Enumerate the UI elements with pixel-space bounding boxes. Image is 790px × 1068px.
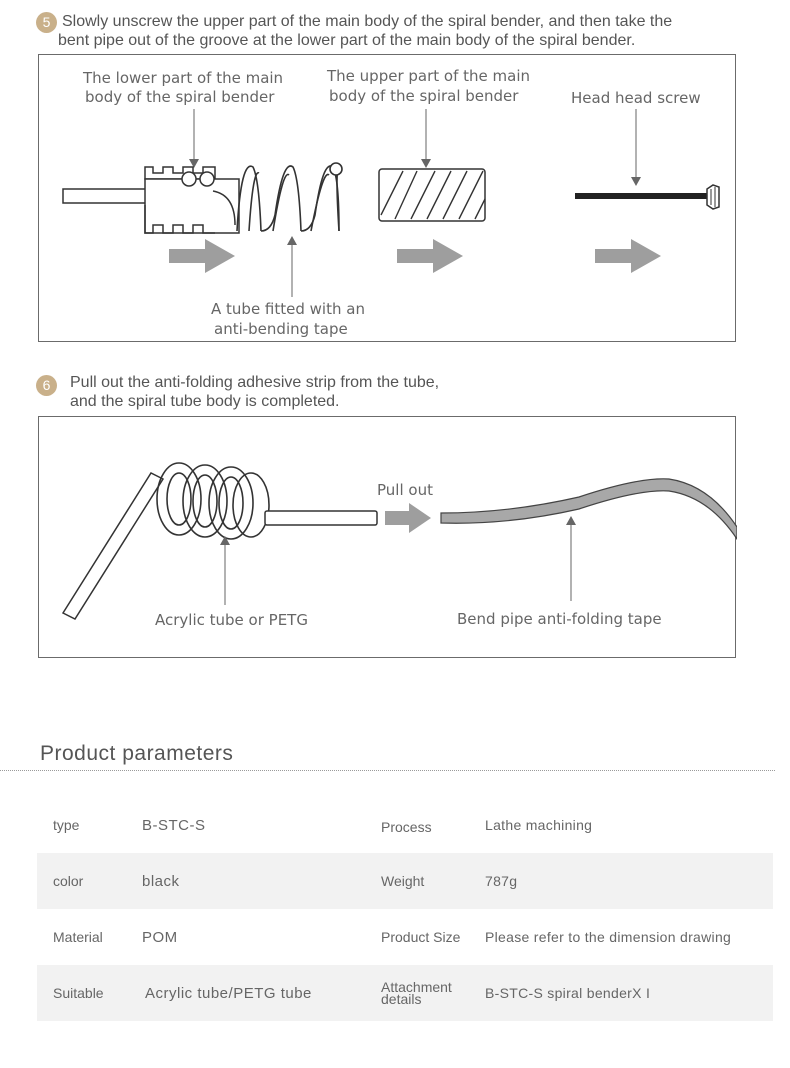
param-key-line1: Attachment (381, 979, 452, 995)
label-lower-part-line1: The lower part of the main (83, 69, 284, 87)
pointer-arrowhead (631, 177, 641, 186)
bender-upper-body (379, 169, 485, 221)
step-6-diagram (38, 416, 736, 658)
step-5-diagram (38, 54, 736, 342)
table-row (37, 797, 773, 853)
step-6-text-line2: and the spiral tube body is completed. (70, 393, 340, 410)
step-5-text (58, 12, 673, 50)
table-row (37, 909, 773, 965)
head-screw (575, 185, 719, 209)
direction-arrow (169, 239, 235, 273)
label-upper-part-line2: body of the spiral bender (329, 87, 519, 105)
label-anti-folding-tape: Bend pipe anti-folding tape (457, 610, 662, 628)
section-title: Product parameters (40, 742, 234, 765)
direction-arrow (595, 239, 661, 273)
param-key: Product Size (381, 929, 461, 945)
label-tube-line1: A tube fitted with an (211, 300, 365, 318)
step-6-text-line1: Pull out the anti-folding adhesive strip from the tube, (70, 374, 440, 391)
param-value: B-STC-S spiral benderX I (485, 985, 651, 1001)
label-upper-part-line1: The upper part of the main (327, 67, 530, 85)
anti-folding-tape (441, 479, 737, 539)
step-5-text-line1: Slowly unscrew the upper part of the main body of the spiral bender, and then take the (62, 13, 673, 30)
pointer-arrowhead (421, 159, 431, 168)
param-value: Lathe machining (485, 817, 593, 833)
param-value: Acrylic tube/PETG tube (145, 984, 312, 1002)
label-acrylic-tube: Acrylic tube or PETG (155, 611, 308, 629)
param-key (381, 965, 481, 1021)
param-value: Please refer to the dimension drawing (485, 929, 732, 945)
step-number-badge: 5 (36, 12, 57, 33)
direction-arrow (397, 239, 463, 273)
param-key: Suitable (53, 985, 104, 1001)
param-value: B-STC-S (142, 816, 206, 834)
label-head-screw: Head head screw (571, 89, 701, 107)
label-pull-out: Pull out (377, 481, 433, 499)
bender-lower-body (145, 167, 239, 233)
param-value: 787g (485, 873, 518, 889)
spiral-coil (237, 163, 342, 231)
table-row (37, 965, 773, 1021)
param-value: POM (142, 928, 178, 946)
step-5-text-line2: bent pipe out of the groove at the lower part of the main body of the spiral bender. (58, 32, 636, 49)
param-key: type (53, 817, 80, 833)
param-value: black (142, 872, 180, 890)
pointer-arrowhead (566, 516, 576, 525)
pointer-arrowhead (287, 236, 297, 245)
params-table (37, 797, 773, 1021)
acrylic-tube (63, 463, 377, 619)
label-lower-part-line2: body of the spiral bender (85, 88, 275, 106)
step-6-text (70, 373, 439, 411)
pull-out-arrow (385, 503, 431, 533)
section-divider (0, 770, 775, 771)
table-row (37, 853, 773, 909)
step-6-illustration (39, 417, 737, 659)
pointer-arrowhead (220, 536, 230, 545)
label-tube-line2: anti-bending tape (214, 320, 348, 338)
step-number-badge: 6 (36, 375, 57, 396)
param-key-line2: details (381, 991, 422, 1007)
param-key: Material (53, 929, 103, 945)
param-key: Weight (381, 873, 425, 889)
step-5-illustration (39, 55, 737, 343)
param-key: Process (381, 819, 432, 835)
param-key: color (53, 873, 84, 889)
